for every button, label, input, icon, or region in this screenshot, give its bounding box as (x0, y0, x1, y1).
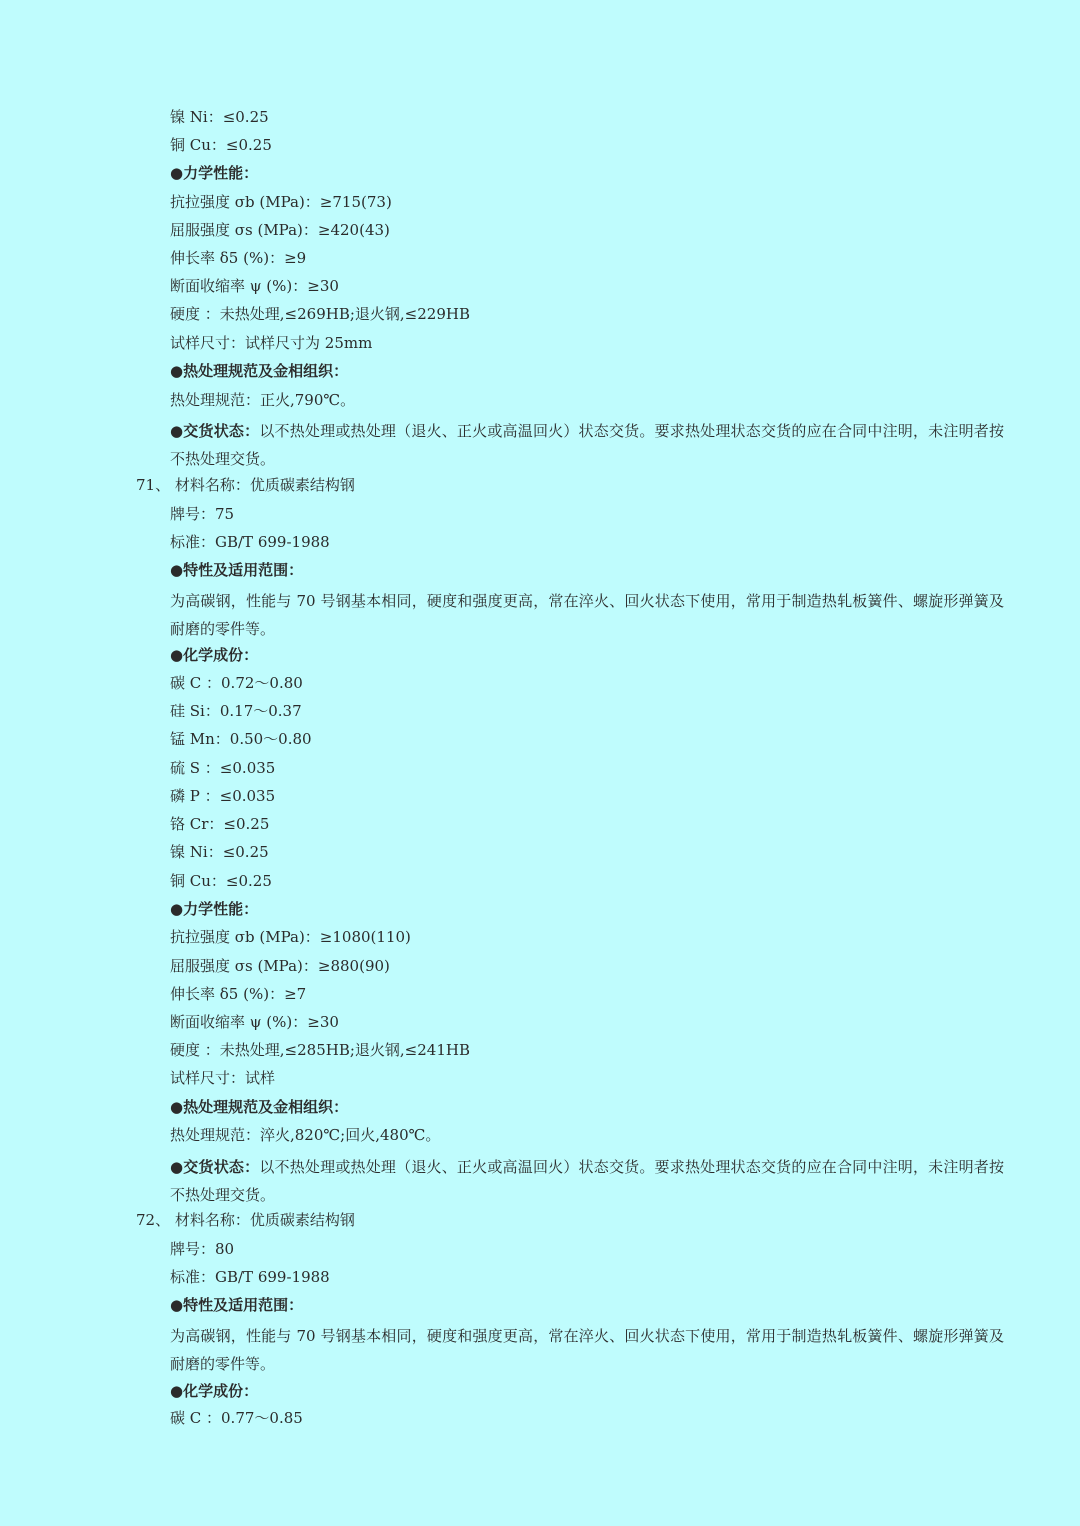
section-heading-label: 交货状态： (183, 422, 260, 440)
bullet-icon: ● (170, 1296, 184, 1314)
entry-title (136, 474, 355, 496)
text-line (170, 303, 470, 325)
bullet-icon: ● (170, 1382, 184, 1400)
section-heading (170, 898, 258, 920)
text-line (170, 417, 1004, 473)
section-heading (170, 559, 303, 581)
text-line (170, 106, 269, 128)
text-line (170, 1153, 1004, 1209)
text-line (170, 1067, 275, 1089)
text-line (170, 389, 355, 411)
text-line (170, 219, 390, 241)
line-text: 热处理规范：正火,790℃。 (170, 391, 356, 409)
bullet-icon: ● (170, 561, 184, 579)
line-text: 为高碳钢，性能与 70 号钢基本相同，硬度和强度更高，常在淬火、回火状态下使用，常用于制造热轧板簧件、螺旋形弹簧及耐磨的零件等。 (170, 592, 1004, 638)
text-line (170, 870, 272, 892)
bullet-icon: ● (170, 362, 184, 380)
section-heading-label: 特性及适用范围： (183, 561, 304, 579)
paragraph-text: 以不热处理或热处理（退火、正火或高温回火）状态交货。要求热处理状态交货的应在合同中注明，未注明者按不热处理交货。 (170, 1158, 1004, 1204)
line-text: 碳 C ：0.72～0.80 (170, 674, 303, 692)
bullet-icon: ● (170, 422, 184, 440)
line-text: 72、 材料名称：优质碳素结构钢 (136, 1211, 355, 1229)
line-text: 试样尺寸：试样尺寸为 25mm (170, 334, 373, 352)
line-text: 铜 Cu：≤0.25 (170, 136, 272, 154)
text-line (170, 785, 275, 807)
section-heading (170, 644, 258, 666)
line-text: 铜 Cu：≤0.25 (170, 872, 272, 890)
entry-title (136, 1209, 355, 1231)
section-heading-label: 热处理规范及金相组织： (183, 362, 349, 380)
text-line (170, 926, 411, 948)
paragraph-text: 以不热处理或热处理（退火、正火或高温回火）状态交货。要求热处理状态交货的应在合同中注明，未注明者按不热处理交货。 (170, 422, 1004, 468)
line-text: 抗拉强度 σb (MPa)：≥1080(110) (170, 928, 411, 946)
line-text: 为高碳钢，性能与 70 号钢基本相同，硬度和强度更高，常在淬火、回火状态下使用，常用于制造热轧板簧件、螺旋形弹簧及耐磨的零件等。 (170, 1327, 1004, 1373)
section-heading (170, 1294, 303, 1316)
text-line (170, 700, 302, 722)
line-text: 伸长率 δ5 (%)：≥9 (170, 249, 307, 267)
line-text: 标准：GB/T 699-1988 (170, 533, 330, 551)
text-line (170, 332, 372, 354)
text-line (170, 955, 390, 977)
text-line (170, 1039, 470, 1061)
text-line (170, 587, 1004, 643)
section-heading-label: 特性及适用范围： (183, 1296, 304, 1314)
line-text: 镍 Ni：≤0.25 (170, 108, 269, 126)
text-line (170, 1407, 303, 1429)
text-line (170, 191, 392, 213)
line-text: 镍 Ni：≤0.25 (170, 843, 269, 861)
line-text: 71、 材料名称：优质碳素结构钢 (136, 476, 355, 494)
line-text: 标准：GB/T 699-1988 (170, 1268, 330, 1286)
section-heading-label: 化学成份： (183, 646, 259, 664)
line-text: 断面收缩率 ψ (%)：≥30 (170, 1013, 339, 1031)
line-text: 热处理规范：淬火,820℃;回火,480℃。 (170, 1126, 441, 1144)
text-line (170, 503, 234, 525)
bullet-icon: ● (170, 900, 184, 918)
text-line (170, 531, 330, 553)
text-line (170, 841, 269, 863)
text-line (170, 757, 275, 779)
line-text: 牌号：80 (170, 1240, 235, 1258)
section-heading-label: 力学性能： (183, 900, 259, 918)
line-text: 断面收缩率 ψ (%)：≥30 (170, 277, 339, 295)
section-heading-label: 化学成份： (183, 1382, 259, 1400)
section-heading (170, 162, 258, 184)
bullet-icon: ● (170, 646, 184, 664)
line-text: 屈服强度 σs (MPa)：≥880(90) (170, 957, 390, 975)
line-text: 铬 Cr：≤0.25 (170, 815, 270, 833)
text-line (170, 983, 306, 1005)
bullet-icon: ● (170, 1098, 184, 1116)
line-text: 硬度 ：未热处理,≤285HB;退火钢,≤241HB (170, 1041, 470, 1059)
line-text: 硅 Si：0.17～0.37 (170, 702, 302, 720)
text-line (170, 1011, 339, 1033)
line-text: 牌号：75 (170, 505, 235, 523)
text-line (170, 1238, 234, 1260)
text-line (170, 1124, 440, 1146)
line-text: 伸长率 δ5 (%)：≥7 (170, 985, 307, 1003)
line-text: 硫 S ：≤0.035 (170, 759, 276, 777)
text-line (170, 1322, 1004, 1378)
text-line (170, 134, 272, 156)
section-heading-label: 力学性能： (183, 164, 259, 182)
line-text: 屈服强度 σs (MPa)：≥420(43) (170, 221, 390, 239)
section-heading (170, 1096, 348, 1118)
section-heading-label: 热处理规范及金相组织： (183, 1098, 349, 1116)
text-line (170, 1266, 330, 1288)
line-text: 碳 C ：0.77～0.85 (170, 1409, 303, 1427)
bullet-icon: ● (170, 164, 184, 182)
text-line (170, 672, 303, 694)
bullet-icon: ● (170, 1158, 184, 1176)
section-heading (170, 360, 348, 382)
line-text: 抗拉强度 σb (MPa)：≥715(73) (170, 193, 392, 211)
section-heading-label: 交货状态： (183, 1158, 260, 1176)
section-heading (170, 1380, 258, 1402)
line-text: 磷 P ：≤0.035 (170, 787, 276, 805)
text-line (170, 275, 339, 297)
text-line (170, 247, 306, 269)
text-line (170, 813, 269, 835)
text-line (170, 728, 312, 750)
line-text: 硬度 ：未热处理,≤269HB;退火钢,≤229HB (170, 305, 470, 323)
line-text: 锰 Mn：0.50～0.80 (170, 730, 312, 748)
line-text: 试样尺寸：试样 (170, 1069, 276, 1087)
